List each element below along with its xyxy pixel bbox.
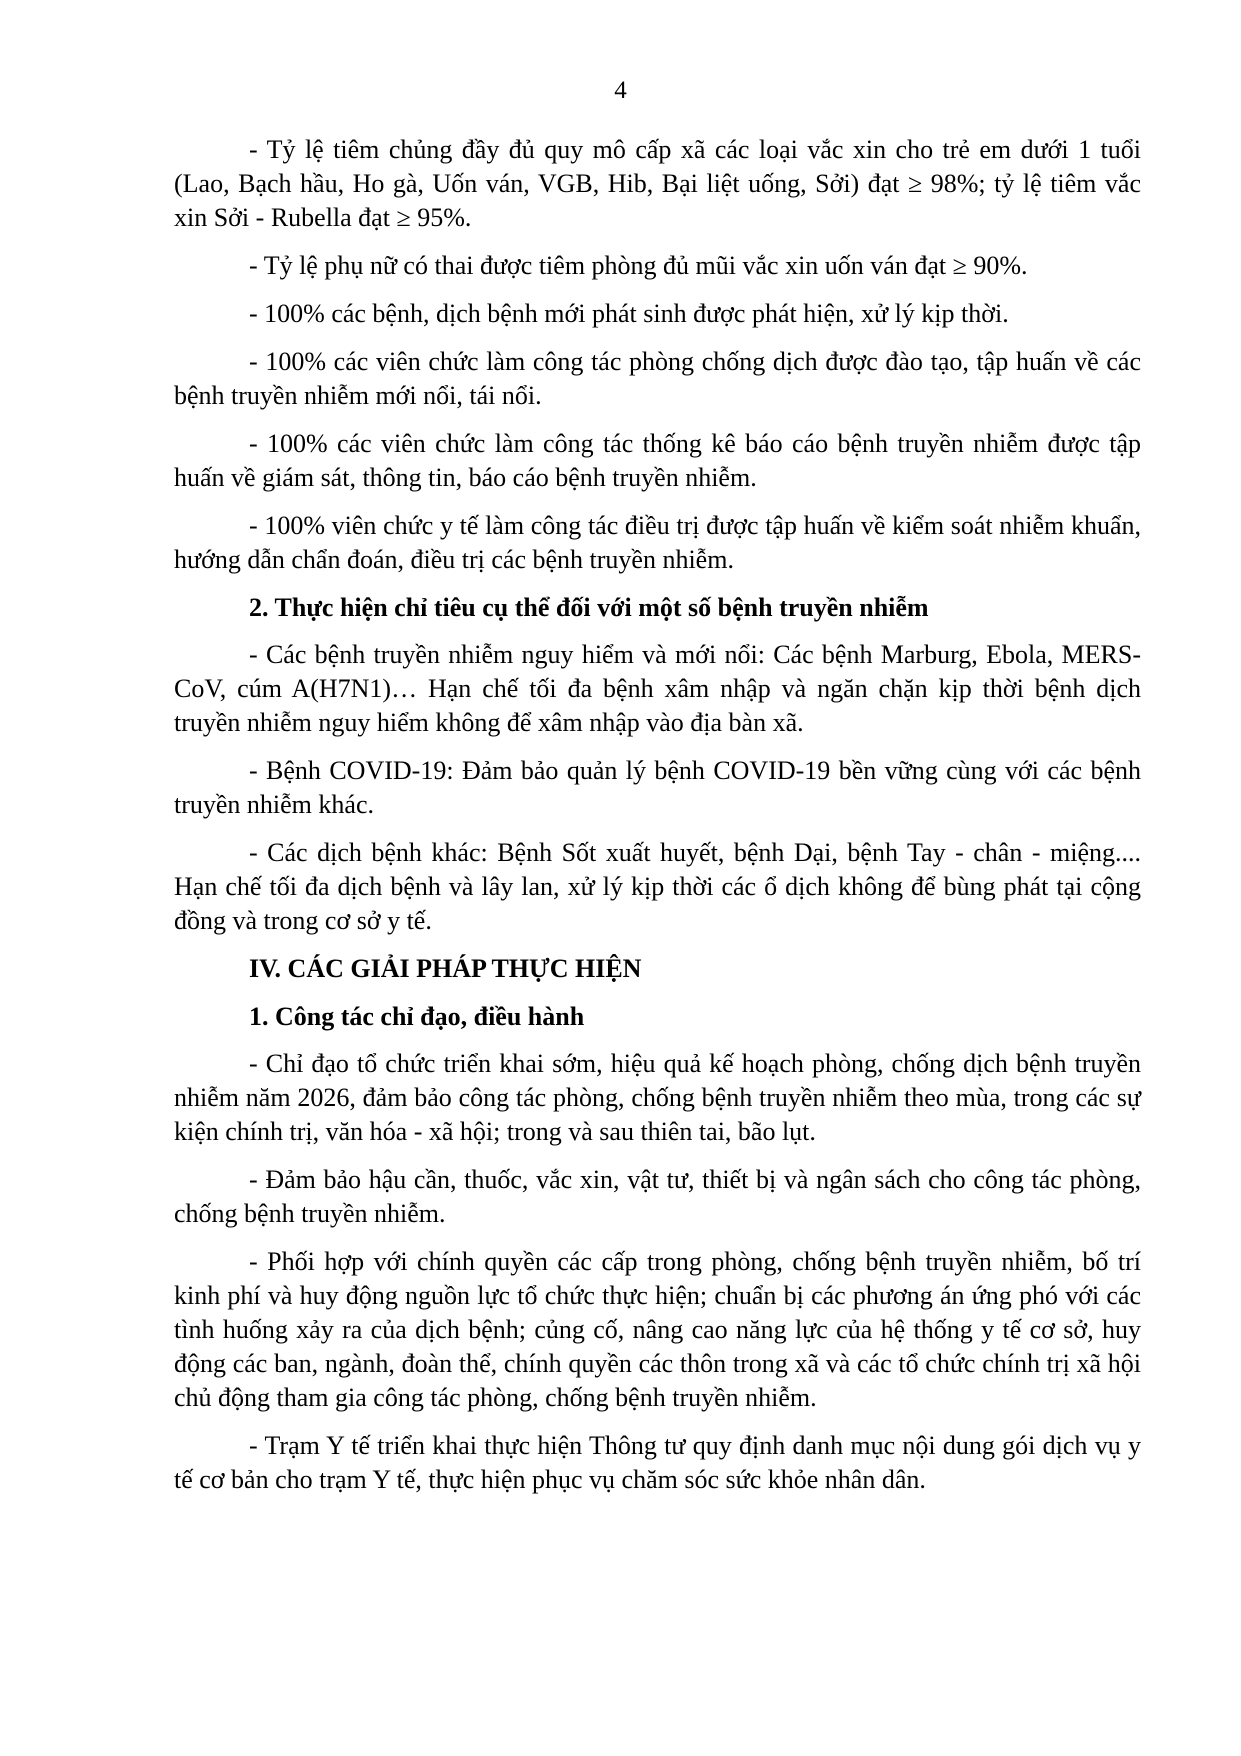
paragraph-health-station: - Trạm Y tế triển khai thực hiện Thông tư quy định danh mục nội dung gói dịch vụ y tế cơ bản cho trạm Y tế, thực hiện phục vụ chăm sóc sức khỏe nhân dân. [174, 1431, 1141, 1494]
paragraph-detection: - 100% các bệnh, dịch bệnh mới phát sinh được phát hiện, xử lý kịp thời. [249, 299, 1009, 328]
paragraph-direction: - Chỉ đạo tổ chức triển khai sớm, hiệu quả kế hoạch phòng, chống dịch bệnh truyền nhiễm năm 2026, đảm bảo công tác phòng, chống bệnh truyền nhiễm theo mùa, trong các sự kiện chính trị, văn hóa - xã hội; trong và sau thiên tai, bão lụt. [174, 1049, 1141, 1146]
paragraph-other-diseases: - Các dịch bệnh khác: Bệnh Sốt xuất huyết, bệnh Dại, bệnh Tay - chân - miệng.... Hạn chế tối đa dịch bệnh và lây lan, xử lý kịp thời các ổ dịch không để bùng phát tại cộng đồng và trong cơ sở y tế. [174, 838, 1141, 935]
paragraph-treatment-training: - 100% viên chức y tế làm công tác điều trị được tập huấn về kiểm soát nhiễm khuẩn, hướng dẫn chẩn đoán, điều trị các bệnh truyền nhiễm. [174, 511, 1141, 574]
paragraph-logistics: - Đảm bảo hậu cần, thuốc, vắc xin, vật tư, thiết bị và ngân sách cho công tác phòng, chống bệnh truyền nhiễm. [174, 1165, 1141, 1228]
paragraph-covid: - Bệnh COVID-19: Đảm bảo quản lý bệnh COVID-19 bền vững cùng với các bệnh truyền nhiễm khác. [174, 756, 1141, 819]
section-heading-solutions: IV. CÁC GIẢI PHÁP THỰC HIỆN [249, 954, 642, 983]
paragraph-coordination: - Phối hợp với chính quyền các cấp trong phòng, chống bệnh truyền nhiễm, bố trí kinh phí và huy động nguồn lực tổ chức thực hiện; chuẩn bị các phương án ứng phó với các tình huống xảy ra của dịch bệnh; củng cố, nâng cao năng lực của hệ thống y tế cơ sở, huy động các ban, ngành, đoàn thể, chính quyền các thôn trong xã và các tổ chức chính trị xã hội chủ động tham gia công tác phòng, chống bệnh truyền nhiễm. [174, 1247, 1141, 1412]
paragraph-vaccination-rate: - Tỷ lệ tiêm chủng đầy đủ quy mô cấp xã các loại vắc xin cho trẻ em dưới 1 tuổi (Lao, Bạch hầu, Ho gà, Uốn ván, VGB, Hib, Bại liệt uống, Sởi) đạt ≥ 98%; tỷ lệ tiêm vắc xin Sởi - Rubella đạt ≥ 95%. [174, 135, 1141, 232]
document-body [174, 133, 1141, 1511]
section-heading-targets: 2. Thực hiện chỉ tiêu cụ thể đối với một số bệnh truyền nhiễm [249, 593, 929, 622]
paragraph-statistics-training: - 100% các viên chức làm công tác thống kê báo cáo bệnh truyền nhiễm được tập huấn về giám sát, thông tin, báo cáo bệnh truyền nhiễm. [174, 429, 1141, 492]
paragraph-pregnant-vaccination: - Tỷ lệ phụ nữ có thai được tiêm phòng đủ mũi vắc xin uốn ván đạt ≥ 90%. [249, 251, 1028, 280]
paragraph-emerging-diseases: - Các bệnh truyền nhiễm nguy hiểm và mới nổi: Các bệnh Marburg, Ebola, MERS-CoV, cúm A(H7N1)… Hạn chế tối đa bệnh xâm nhập và ngăn chặn kịp thời bệnh dịch truyền nhiễm nguy hiểm không để xâm nhập vào địa bàn xã. [174, 640, 1141, 737]
subsection-heading-direction: 1. Công tác chỉ đạo, điều hành [249, 1002, 585, 1031]
page-number: 4 [614, 77, 627, 104]
paragraph-staff-training: - 100% các viên chức làm công tác phòng chống dịch được đào tạo, tập huấn về các bệnh truyền nhiễm mới nổi, tái nổi. [174, 347, 1141, 410]
